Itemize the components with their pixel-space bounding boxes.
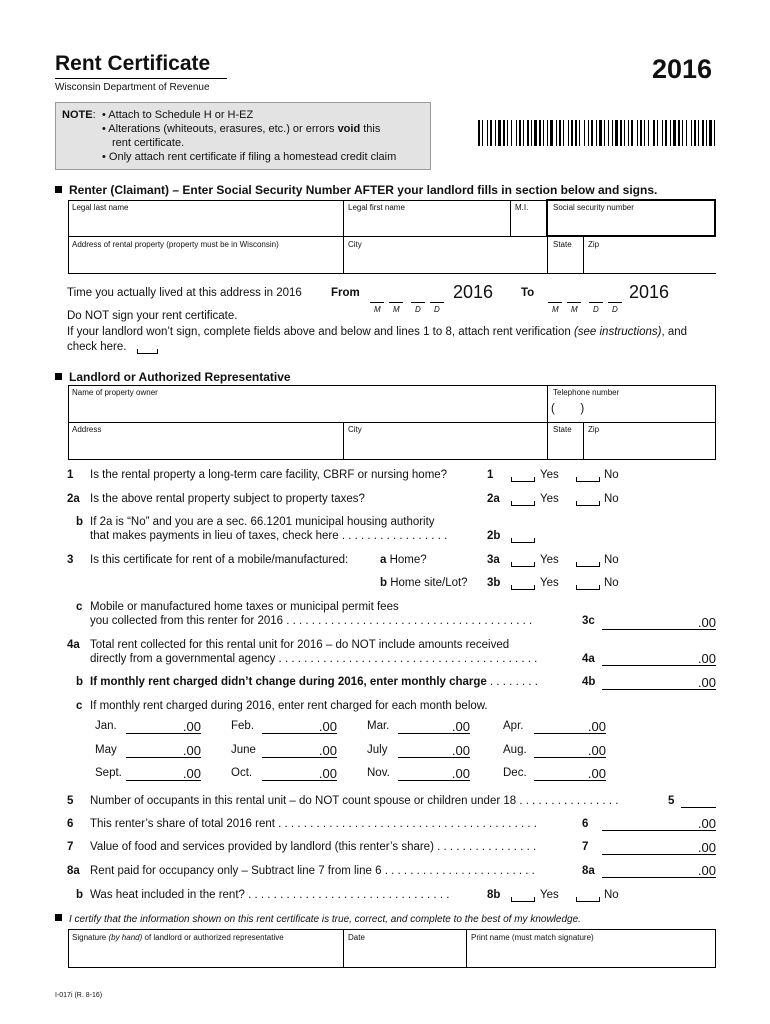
- line-number: 8a: [67, 865, 80, 877]
- no-label: No: [604, 577, 619, 589]
- line-number: b: [76, 889, 84, 901]
- aug-amount-input[interactable]: .00: [534, 743, 606, 758]
- line-number: b: [76, 676, 84, 688]
- line-number: 2a: [67, 493, 80, 505]
- line-ref: 2b: [487, 530, 501, 542]
- line-5-text: Number of occupants in this rental unit – do NOT count spouse or children under 18 . . . . . . . . . . . . . . . .: [90, 795, 619, 807]
- landlord-mid-rule: [68, 422, 716, 423]
- line-6-text: This renter’s share of total 2016 rent . . . . . . . . . . . . . . . . . . . . . . . . . . . . . . . . . . . . . . . . .: [90, 818, 537, 830]
- line-2a-text: Is the above rental property subject to property taxes?: [90, 493, 365, 505]
- month-label: Mar.: [367, 720, 390, 732]
- from-label: From: [331, 287, 360, 299]
- to-label: To: [521, 287, 535, 299]
- month-label: Nov.: [367, 767, 390, 779]
- line-8b-yes-checkbox[interactable]: [511, 897, 535, 902]
- note-box: [55, 102, 431, 170]
- mi-label: M.I.: [515, 203, 529, 212]
- owner-name-label: Name of property owner: [72, 388, 158, 397]
- landlord-state-input[interactable]: [548, 435, 582, 459]
- from-year: 2016: [453, 282, 494, 302]
- date-hint-d: D: [612, 305, 618, 314]
- rental-address-label: Address of rental property (property must be in Wisconsin): [72, 240, 279, 249]
- form-id: I-017i (R. 8-16): [55, 992, 103, 999]
- month-label: Sept.: [95, 767, 122, 779]
- print-name-input[interactable]: [467, 944, 715, 967]
- line-6-amount-input[interactable]: .00: [602, 816, 716, 831]
- landlord-city-label: City: [348, 425, 362, 434]
- month-label: Oct.: [231, 767, 253, 779]
- jun-amount-input[interactable]: .00: [262, 743, 337, 758]
- no-label: No: [604, 469, 619, 481]
- section-bullet-icon: [55, 373, 62, 380]
- title-underline: [55, 78, 227, 79]
- line-8b-text: Was heat included in the rent? . . . . . . . . . . . . . . . . . . . . . . . . . . . . . . . .: [90, 889, 450, 901]
- date-label: Date: [348, 933, 365, 942]
- line-ref: 8a: [582, 865, 595, 877]
- renter-city-label: City: [348, 240, 362, 249]
- renter-heading: Renter (Claimant) – Enter Social Security Number AFTER your landlord fills in section below and signs.: [55, 183, 657, 197]
- date-hint-d: D: [434, 305, 440, 314]
- line-4c-text: If monthly rent charged during 2016, enter rent charged for each month below.: [90, 700, 488, 712]
- line-ref: 2a: [487, 493, 500, 505]
- line-2b-checkbox[interactable]: [511, 538, 535, 543]
- line-ref: 7: [582, 841, 589, 853]
- line-3c-text: you collected from this renter for 2016 . . . . . . . . . . . . . . . . . . . . . . . . . . . . . . . . . . . . . . .: [90, 615, 533, 627]
- line-number: 1: [67, 469, 74, 481]
- do-not-sign-note: Do NOT sign your rent certificate.: [67, 310, 238, 322]
- month-label: Apr.: [503, 720, 524, 732]
- yes-label: Yes: [540, 469, 559, 481]
- jul-amount-input[interactable]: .00: [398, 743, 470, 758]
- renter-state-label: State: [553, 240, 572, 249]
- line-ref: 5: [668, 795, 675, 807]
- date-hint-d: D: [593, 305, 599, 314]
- signature-input[interactable]: [69, 944, 342, 967]
- form-year: 2016: [652, 54, 713, 84]
- line-3b-yes-checkbox[interactable]: [511, 585, 535, 590]
- line-3c-text: Mobile or manufactured home taxes or municipal permit fees: [90, 601, 399, 613]
- line-4a-text: directly from a governmental agency . . . . . . . . . . . . . . . . . . . . . . . . . . . . . . . . . . . . . . . . .: [90, 653, 538, 665]
- mi-input[interactable]: [511, 212, 545, 235]
- line-number: 6: [67, 818, 74, 830]
- date-hint-d: D: [415, 305, 421, 314]
- yes-label: Yes: [540, 554, 559, 566]
- owner-name-input[interactable]: [69, 398, 546, 421]
- form-title: Rent Certificate: [55, 52, 211, 75]
- certification-statement: I certify that the information shown on this rent certificate is true, correct, and complete to the best of my knowledge.: [55, 914, 581, 925]
- date-hint-m: M: [552, 305, 559, 314]
- line-ref: 3b: [487, 577, 501, 589]
- no-label: No: [604, 493, 619, 505]
- sep-amount-input[interactable]: .00: [126, 766, 201, 781]
- date-hint-m: M: [374, 305, 381, 314]
- note-item-2-cont: rent certificate.: [112, 137, 185, 149]
- date-hint-m: M: [393, 305, 400, 314]
- rental-address-input[interactable]: [69, 250, 342, 272]
- line-ref: 3c: [582, 615, 595, 627]
- line-ref: 3a: [487, 554, 500, 566]
- line-8b-no-checkbox[interactable]: [576, 897, 600, 902]
- month-label: Aug.: [503, 744, 527, 756]
- verification-checkbox[interactable]: [137, 349, 158, 354]
- first-name-input[interactable]: [344, 212, 509, 235]
- line-number: 3: [67, 554, 74, 566]
- line-number: b: [76, 516, 84, 528]
- to-date-input[interactable]: [548, 299, 620, 303]
- no-label: No: [604, 554, 619, 566]
- last-name-input[interactable]: [69, 212, 342, 235]
- line-1-no-checkbox[interactable]: [576, 477, 600, 482]
- renter-zip-label: Zip: [588, 240, 600, 249]
- line-ref: 1: [487, 469, 494, 481]
- mar-amount-input[interactable]: .00: [398, 719, 470, 734]
- landlord-address-label: Address: [72, 425, 102, 434]
- renter-zip-input[interactable]: [584, 250, 715, 272]
- apr-amount-input[interactable]: .00: [534, 719, 606, 734]
- jan-amount-input[interactable]: .00: [126, 719, 201, 734]
- month-label: July: [367, 744, 388, 756]
- from-date-input[interactable]: [370, 299, 442, 303]
- first-name-label: Legal first name: [348, 203, 405, 212]
- line-number: 5: [67, 795, 74, 807]
- line-8a-text: Rent paid for occupancy only – Subtract line 7 from line 6 . . . . . . . . . . . . . . . . . . . . . . . .: [90, 865, 535, 877]
- yes-label: Yes: [540, 577, 559, 589]
- renter-state-input[interactable]: [548, 250, 582, 272]
- section-bullet-icon: [55, 186, 62, 193]
- landlord-state-label: State: [553, 425, 572, 434]
- phone-input[interactable]: ( ): [551, 403, 585, 415]
- renter-city-input[interactable]: [344, 250, 546, 272]
- line-3a-no-checkbox[interactable]: [576, 562, 600, 567]
- section-bullet-icon: [55, 914, 62, 921]
- print-name-label: Print name (must match signature): [471, 933, 594, 942]
- line-7-text: Value of food and services provided by landlord (this renter’s share) . . . . . . . . . . . . . . . .: [90, 841, 537, 853]
- line-ref: 6: [582, 818, 589, 830]
- phone-label: Telephone number: [553, 388, 620, 397]
- line-ref: 4a: [582, 653, 595, 665]
- landlord-zip-input[interactable]: [584, 435, 715, 459]
- landlord-zip-label: Zip: [588, 425, 600, 434]
- month-label: Dec.: [503, 767, 527, 779]
- line-4b-text: If monthly rent charged didn’t change during 2016, enter monthly charge . . . . . . . .: [90, 676, 538, 688]
- no-label: No: [604, 889, 619, 901]
- line-2b-text: If 2a is “No” and you are a sec. 66.1201 municipal housing authority: [90, 516, 435, 528]
- check-here-text: check here.: [67, 341, 127, 353]
- note-label: NOTE:: [62, 109, 96, 121]
- month-label: May: [95, 744, 117, 756]
- line-number: 7: [67, 841, 74, 853]
- date-hint-m: M: [571, 305, 578, 314]
- line-1-text: Is the rental property a long-term care facility, CBRF or nursing home?: [90, 469, 448, 481]
- barcode-icon: [478, 120, 715, 146]
- last-name-label: Legal last name: [72, 203, 129, 212]
- line-5-occupants-input[interactable]: [681, 793, 716, 808]
- feb-amount-input[interactable]: .00: [262, 719, 337, 734]
- note-item-1: • Attach to Schedule H or H-EZ: [102, 109, 254, 121]
- line-number: c: [76, 700, 83, 712]
- line-7-amount-input[interactable]: .00: [602, 840, 716, 855]
- line-4a-amount-input[interactable]: .00: [602, 651, 716, 666]
- signature-date-input[interactable]: [344, 944, 465, 967]
- line-8a-amount-input[interactable]: .00: [602, 863, 716, 878]
- landlord-address-input[interactable]: [69, 435, 342, 459]
- yes-label: Yes: [540, 493, 559, 505]
- month-label: Jan.: [95, 720, 117, 732]
- line-ref: 8b: [487, 889, 501, 901]
- line-3b-label: b Home site/Lot?: [380, 577, 468, 589]
- month-label: June: [231, 744, 256, 756]
- landlord-city-input[interactable]: [344, 435, 546, 459]
- line-2a-yes-checkbox[interactable]: [511, 501, 535, 506]
- to-year: 2016: [629, 282, 670, 302]
- line-4a-text: Total rent collected for this rental unit for 2016 – do NOT include amounts received: [90, 639, 510, 651]
- landlord-wont-sign-note: If your landlord won’t sign, complete fields above and below and lines 1 to 8, attach rent verification (see instructions), and: [67, 326, 688, 338]
- line-2b-text: that makes payments in lieu of taxes, check here . . . . . . . . . . . . . . . . .: [90, 530, 448, 542]
- may-amount-input[interactable]: .00: [126, 743, 201, 758]
- line-4b-amount-input[interactable]: .00: [602, 675, 716, 690]
- line-2a-no-checkbox[interactable]: [576, 501, 600, 506]
- signature-label: Signature (by hand) of landlord or authorized representative: [72, 933, 284, 942]
- line-3b-no-checkbox[interactable]: [576, 585, 600, 590]
- nov-amount-input[interactable]: .00: [398, 766, 470, 781]
- ssn-label: Social security number: [553, 203, 634, 212]
- department-name: Wisconsin Department of Revenue: [55, 82, 210, 93]
- yes-label: Yes: [540, 889, 559, 901]
- line-1-yes-checkbox[interactable]: [511, 477, 535, 482]
- dec-amount-input[interactable]: .00: [534, 766, 606, 781]
- line-ref: 4b: [582, 676, 596, 688]
- landlord-heading: Landlord or Authorized Representative: [55, 370, 291, 384]
- line-3-text: Is this certificate for rent of a mobile/manufactured:: [90, 554, 349, 566]
- line-3a-yes-checkbox[interactable]: [511, 562, 535, 567]
- line-number: 4a: [67, 639, 80, 651]
- line-3a-label: a Home?: [380, 554, 427, 566]
- line-number: c: [76, 601, 83, 613]
- note-item-2: • Alterations (whiteouts, erasures, etc.) or errors void this: [102, 123, 381, 135]
- time-lived-text: Time you actually lived at this address in 2016: [67, 287, 302, 299]
- line-3c-amount-input[interactable]: .00: [602, 615, 716, 630]
- oct-amount-input[interactable]: .00: [262, 766, 337, 781]
- month-label: Feb.: [231, 720, 255, 732]
- renter-bottom-rule: [68, 273, 716, 274]
- note-item-3: • Only attach rent certificate if filing a homestead credit claim: [102, 151, 397, 163]
